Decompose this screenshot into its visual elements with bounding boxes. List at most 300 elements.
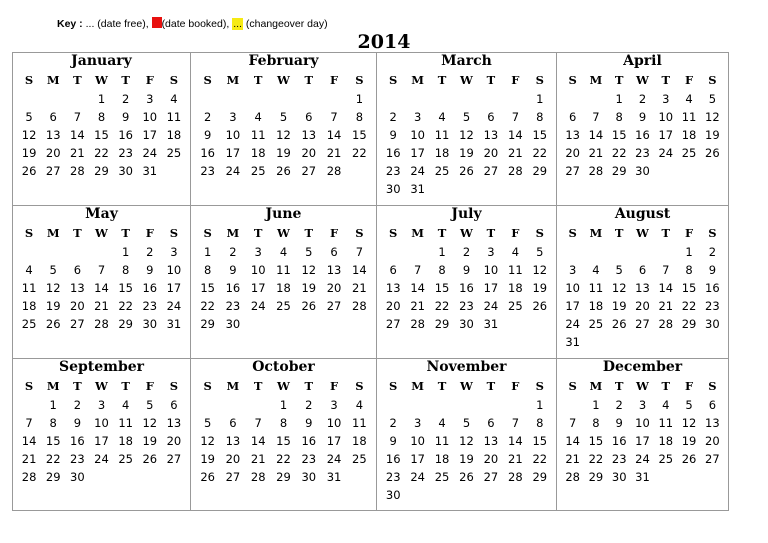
day-cell[interactable]: 23 bbox=[200, 164, 215, 178]
day-cell[interactable]: 7 bbox=[25, 416, 33, 430]
day-cell[interactable]: 29 bbox=[276, 470, 291, 484]
day-cell[interactable]: 7 bbox=[97, 263, 106, 277]
day-cell[interactable]: 19 bbox=[200, 452, 215, 466]
day-cell[interactable]: 16 bbox=[635, 128, 650, 142]
day-cell[interactable]: 12 bbox=[45, 281, 61, 295]
day-cell[interactable]: 14 bbox=[658, 281, 674, 295]
day-cell[interactable]: 19 bbox=[45, 299, 61, 313]
day-cell[interactable]: 3 bbox=[97, 398, 106, 412]
day-cell[interactable]: 2 bbox=[305, 398, 313, 412]
day-cell[interactable]: 10 bbox=[225, 128, 241, 142]
day-cell[interactable]: 7 bbox=[662, 263, 670, 277]
day-cell[interactable]: 22 bbox=[200, 299, 215, 313]
day-cell[interactable]: 27 bbox=[70, 317, 85, 331]
day-cell[interactable]: 2 bbox=[389, 416, 397, 430]
day-cell[interactable]: 29 bbox=[118, 317, 133, 331]
day-cell[interactable]: 15 bbox=[532, 128, 548, 142]
day-cell[interactable]: 2 bbox=[73, 398, 82, 412]
day-cell[interactable]: 3 bbox=[413, 110, 422, 124]
day-cell[interactable]: 26 bbox=[21, 164, 37, 178]
day-cell[interactable]: 9 bbox=[615, 416, 623, 430]
day-cell[interactable]: 18 bbox=[434, 452, 450, 466]
day-cell[interactable]: 22 bbox=[352, 146, 367, 160]
day-cell[interactable]: 30 bbox=[385, 182, 401, 196]
day-cell[interactable]: 13 bbox=[705, 416, 720, 430]
day-cell[interactable]: 7 bbox=[330, 110, 338, 124]
day-cell[interactable]: 5 bbox=[708, 92, 717, 106]
day-cell[interactable]: 25 bbox=[434, 164, 450, 178]
day-cell[interactable]: 27 bbox=[45, 164, 61, 178]
day-cell[interactable]: 8 bbox=[615, 110, 623, 124]
day-cell[interactable]: 18 bbox=[508, 281, 523, 295]
day-cell[interactable]: 11 bbox=[352, 416, 367, 430]
day-cell[interactable]: 23 bbox=[70, 452, 85, 466]
day-cell[interactable]: 21 bbox=[352, 281, 367, 295]
day-cell[interactable]: 23 bbox=[635, 146, 650, 160]
day-cell[interactable]: 12 bbox=[301, 263, 317, 277]
day-cell[interactable]: 25 bbox=[508, 299, 523, 313]
day-cell[interactable]: 23 bbox=[225, 299, 241, 313]
day-cell[interactable]: 8 bbox=[279, 416, 288, 430]
day-cell[interactable]: 5 bbox=[203, 416, 212, 430]
day-cell[interactable]: 14 bbox=[508, 434, 523, 448]
day-cell[interactable]: 17 bbox=[635, 434, 650, 448]
day-cell[interactable]: 8 bbox=[438, 263, 446, 277]
day-cell[interactable]: 4 bbox=[170, 92, 178, 106]
day-cell[interactable]: 10 bbox=[142, 110, 158, 124]
day-cell[interactable]: 5 bbox=[25, 110, 33, 124]
day-cell[interactable]: 10 bbox=[410, 434, 425, 448]
day-cell[interactable]: 11 bbox=[588, 281, 604, 295]
day-cell[interactable]: 14 bbox=[250, 434, 266, 448]
day-cell[interactable]: 23 bbox=[118, 146, 133, 160]
day-cell[interactable]: 6 bbox=[389, 263, 397, 277]
day-cell[interactable]: 1 bbox=[279, 398, 288, 412]
day-cell[interactable]: 5 bbox=[615, 263, 623, 277]
day-cell[interactable]: 15 bbox=[434, 281, 450, 295]
day-cell[interactable]: 6 bbox=[487, 110, 495, 124]
day-cell[interactable]: 8 bbox=[355, 110, 364, 124]
day-cell[interactable]: 10 bbox=[250, 263, 266, 277]
day-cell[interactable]: 26 bbox=[301, 299, 317, 313]
day-cell[interactable]: 16 bbox=[142, 281, 158, 295]
day-cell[interactable]: 4 bbox=[662, 398, 670, 412]
day-cell[interactable]: 16 bbox=[459, 281, 474, 295]
day-cell[interactable]: 10 bbox=[410, 128, 425, 142]
day-cell[interactable]: 20 bbox=[483, 452, 499, 466]
day-cell[interactable]: 21 bbox=[508, 452, 523, 466]
day-cell[interactable]: 27 bbox=[635, 317, 650, 331]
day-cell[interactable]: 29 bbox=[200, 317, 215, 331]
day-cell[interactable]: 22 bbox=[94, 146, 109, 160]
day-cell[interactable]: 11 bbox=[508, 263, 523, 277]
day-cell[interactable]: 30 bbox=[225, 317, 241, 331]
day-cell[interactable]: 22 bbox=[611, 146, 627, 160]
day-cell[interactable]: 17 bbox=[410, 452, 425, 466]
day-cell[interactable]: 21 bbox=[658, 299, 674, 313]
day-cell[interactable]: 10 bbox=[658, 110, 674, 124]
day-cell[interactable]: 30 bbox=[385, 488, 401, 502]
day-cell[interactable]: 31 bbox=[483, 317, 499, 331]
day-cell[interactable]: 1 bbox=[536, 92, 544, 106]
day-cell[interactable]: 30 bbox=[459, 317, 474, 331]
day-cell[interactable]: 26 bbox=[142, 452, 158, 466]
day-cell[interactable]: 1 bbox=[536, 398, 544, 412]
day-cell[interactable]: 26 bbox=[459, 164, 474, 178]
day-cell[interactable]: 26 bbox=[45, 317, 61, 331]
day-cell[interactable]: 17 bbox=[483, 281, 499, 295]
day-cell[interactable]: 24 bbox=[250, 299, 266, 313]
day-cell[interactable]: 18 bbox=[250, 146, 266, 160]
day-cell[interactable]: 7 bbox=[511, 110, 520, 124]
day-cell[interactable]: 1 bbox=[592, 398, 600, 412]
day-cell[interactable]: 8 bbox=[536, 416, 544, 430]
day-cell[interactable]: 10 bbox=[94, 416, 109, 430]
day-cell[interactable]: 20 bbox=[635, 299, 650, 313]
day-cell[interactable]: 7 bbox=[568, 416, 577, 430]
day-cell[interactable]: 7 bbox=[254, 416, 262, 430]
day-cell[interactable]: 3 bbox=[638, 398, 647, 412]
day-cell[interactable]: 9 bbox=[121, 110, 130, 124]
day-cell[interactable]: 25 bbox=[250, 164, 266, 178]
day-cell[interactable]: 29 bbox=[681, 317, 697, 331]
day-cell[interactable]: 19 bbox=[142, 434, 158, 448]
day-cell[interactable]: 11 bbox=[250, 128, 266, 142]
day-cell[interactable]: 2 bbox=[203, 110, 212, 124]
day-cell[interactable]: 6 bbox=[330, 245, 338, 259]
day-cell[interactable]: 3 bbox=[568, 263, 577, 277]
day-cell[interactable]: 13 bbox=[166, 416, 182, 430]
day-cell[interactable]: 17 bbox=[225, 146, 241, 160]
day-cell[interactable]: 31 bbox=[565, 335, 580, 349]
day-cell[interactable]: 29 bbox=[532, 164, 548, 178]
day-cell[interactable]: 27 bbox=[705, 452, 720, 466]
day-cell[interactable]: 31 bbox=[142, 164, 158, 178]
day-cell[interactable]: 18 bbox=[681, 128, 697, 142]
day-cell[interactable]: 4 bbox=[121, 398, 130, 412]
day-cell[interactable]: 8 bbox=[49, 416, 57, 430]
day-cell[interactable]: 14 bbox=[565, 434, 580, 448]
day-cell[interactable]: 22 bbox=[532, 452, 548, 466]
day-cell[interactable]: 29 bbox=[611, 164, 627, 178]
day-cell[interactable]: 9 bbox=[203, 128, 212, 142]
day-cell[interactable]: 19 bbox=[301, 281, 317, 295]
day-cell[interactable]: 9 bbox=[146, 263, 154, 277]
day-cell[interactable]: 11 bbox=[276, 263, 291, 277]
day-cell[interactable]: 15 bbox=[276, 434, 291, 448]
day-cell[interactable]: 23 bbox=[301, 452, 317, 466]
day-cell[interactable]: 22 bbox=[45, 452, 61, 466]
day-cell[interactable]: 12 bbox=[681, 416, 697, 430]
day-cell[interactable]: 16 bbox=[705, 281, 720, 295]
day-cell[interactable]: 16 bbox=[225, 281, 241, 295]
day-cell[interactable]: 28 bbox=[410, 317, 425, 331]
day-cell[interactable]: 13 bbox=[483, 128, 499, 142]
day-cell[interactable]: 13 bbox=[635, 281, 650, 295]
day-cell[interactable]: 11 bbox=[658, 416, 674, 430]
day-cell[interactable]: 21 bbox=[70, 146, 85, 160]
day-cell[interactable]: 22 bbox=[532, 146, 548, 160]
day-cell[interactable]: 21 bbox=[508, 146, 523, 160]
day-cell[interactable]: 7 bbox=[413, 263, 422, 277]
day-cell[interactable]: 25 bbox=[276, 299, 291, 313]
day-cell[interactable]: 29 bbox=[532, 470, 548, 484]
day-cell[interactable]: 16 bbox=[70, 434, 85, 448]
day-cell[interactable]: 28 bbox=[565, 470, 580, 484]
day-cell[interactable]: 12 bbox=[459, 128, 474, 142]
day-cell[interactable]: 6 bbox=[73, 263, 82, 277]
day-cell[interactable]: 23 bbox=[705, 299, 720, 313]
day-cell[interactable]: 22 bbox=[434, 299, 450, 313]
day-cell[interactable]: 14 bbox=[588, 128, 604, 142]
day-cell[interactable]: 27 bbox=[326, 299, 342, 313]
day-cell[interactable]: 24 bbox=[483, 299, 499, 313]
day-cell[interactable]: 1 bbox=[615, 92, 623, 106]
day-cell[interactable]: 24 bbox=[565, 317, 580, 331]
day-cell[interactable]: 28 bbox=[70, 164, 85, 178]
day-cell[interactable]: 11 bbox=[21, 281, 37, 295]
day-cell[interactable]: 9 bbox=[389, 434, 397, 448]
day-cell[interactable]: 17 bbox=[250, 281, 266, 295]
day-cell[interactable]: 15 bbox=[45, 434, 61, 448]
day-cell[interactable]: 20 bbox=[565, 146, 580, 160]
day-cell[interactable]: 17 bbox=[658, 128, 674, 142]
day-cell[interactable]: 1 bbox=[438, 245, 446, 259]
day-cell[interactable]: 6 bbox=[708, 398, 717, 412]
day-cell[interactable]: 12 bbox=[532, 263, 548, 277]
day-cell[interactable]: 2 bbox=[146, 245, 154, 259]
day-cell[interactable]: 23 bbox=[611, 452, 627, 466]
day-cell[interactable]: 28 bbox=[250, 470, 266, 484]
day-cell[interactable]: 27 bbox=[565, 164, 580, 178]
day-cell[interactable]: 13 bbox=[70, 281, 85, 295]
day-cell[interactable]: 9 bbox=[389, 128, 397, 142]
day-cell[interactable]: 20 bbox=[326, 281, 342, 295]
day-cell[interactable]: 21 bbox=[94, 299, 109, 313]
day-cell[interactable]: 1 bbox=[49, 398, 57, 412]
day-cell[interactable]: 29 bbox=[588, 470, 604, 484]
day-cell[interactable]: 2 bbox=[638, 92, 647, 106]
day-cell[interactable]: 15 bbox=[681, 281, 697, 295]
day-cell[interactable]: 2 bbox=[615, 398, 623, 412]
day-cell[interactable]: 29 bbox=[94, 164, 109, 178]
day-cell[interactable]: 27 bbox=[385, 317, 401, 331]
day-cell[interactable]: 26 bbox=[681, 452, 697, 466]
day-cell[interactable]: 11 bbox=[434, 128, 450, 142]
day-cell[interactable]: 16 bbox=[301, 434, 317, 448]
day-cell[interactable]: 21 bbox=[250, 452, 266, 466]
day-cell[interactable]: 8 bbox=[203, 263, 212, 277]
day-cell[interactable]: 19 bbox=[459, 452, 474, 466]
day-cell[interactable]: 19 bbox=[681, 434, 697, 448]
day-cell[interactable]: 7 bbox=[511, 416, 520, 430]
day-cell[interactable]: 23 bbox=[385, 470, 401, 484]
day-cell[interactable]: 24 bbox=[410, 164, 425, 178]
day-cell[interactable]: 6 bbox=[305, 110, 313, 124]
day-cell[interactable]: 28 bbox=[508, 164, 523, 178]
day-cell[interactable]: 2 bbox=[708, 245, 717, 259]
day-cell[interactable]: 3 bbox=[330, 398, 338, 412]
day-cell[interactable]: 24 bbox=[658, 146, 674, 160]
day-cell[interactable]: 16 bbox=[385, 146, 401, 160]
day-cell[interactable]: 21 bbox=[565, 452, 580, 466]
day-cell[interactable]: 20 bbox=[483, 146, 499, 160]
day-cell[interactable]: 24 bbox=[166, 299, 182, 313]
day-cell[interactable]: 18 bbox=[352, 434, 367, 448]
day-cell[interactable]: 20 bbox=[705, 434, 720, 448]
day-cell[interactable]: 4 bbox=[511, 245, 520, 259]
day-cell[interactable]: 19 bbox=[532, 281, 548, 295]
day-cell[interactable]: 17 bbox=[94, 434, 109, 448]
day-cell[interactable]: 21 bbox=[410, 299, 425, 313]
day-cell[interactable]: 7 bbox=[355, 245, 364, 259]
day-cell[interactable]: 28 bbox=[658, 317, 674, 331]
day-cell[interactable]: 15 bbox=[118, 281, 133, 295]
day-cell[interactable]: 30 bbox=[705, 317, 720, 331]
day-cell[interactable]: 2 bbox=[229, 245, 237, 259]
day-cell[interactable]: 29 bbox=[434, 317, 450, 331]
day-cell[interactable]: 31 bbox=[410, 182, 425, 196]
day-cell[interactable]: 21 bbox=[21, 452, 37, 466]
day-cell[interactable]: 26 bbox=[532, 299, 548, 313]
day-cell[interactable]: 30 bbox=[70, 470, 85, 484]
day-cell[interactable]: 13 bbox=[326, 263, 342, 277]
day-cell[interactable]: 20 bbox=[301, 146, 317, 160]
day-cell[interactable]: 18 bbox=[434, 146, 450, 160]
day-cell[interactable]: 2 bbox=[121, 92, 130, 106]
day-cell[interactable]: 25 bbox=[166, 146, 182, 160]
day-cell[interactable]: 30 bbox=[301, 470, 317, 484]
day-cell[interactable]: 18 bbox=[166, 128, 182, 142]
day-cell[interactable]: 3 bbox=[229, 110, 237, 124]
day-cell[interactable]: 23 bbox=[459, 299, 474, 313]
day-cell[interactable]: 12 bbox=[705, 110, 720, 124]
day-cell[interactable]: 13 bbox=[385, 281, 401, 295]
day-cell[interactable]: 13 bbox=[301, 128, 317, 142]
day-cell[interactable]: 11 bbox=[681, 110, 697, 124]
day-cell[interactable]: 8 bbox=[121, 263, 130, 277]
day-cell[interactable]: 19 bbox=[705, 128, 720, 142]
day-cell[interactable]: 20 bbox=[70, 299, 85, 313]
day-cell[interactable]: 5 bbox=[462, 416, 471, 430]
day-cell[interactable]: 28 bbox=[352, 299, 367, 313]
day-cell[interactable]: 4 bbox=[685, 92, 693, 106]
day-cell[interactable]: 1 bbox=[203, 245, 212, 259]
day-cell[interactable]: 25 bbox=[588, 317, 604, 331]
day-cell[interactable]: 22 bbox=[118, 299, 133, 313]
day-cell[interactable]: 21 bbox=[588, 146, 604, 160]
day-cell[interactable]: 31 bbox=[635, 470, 650, 484]
day-cell[interactable]: 24 bbox=[142, 146, 158, 160]
day-cell[interactable]: 13 bbox=[45, 128, 61, 142]
day-cell[interactable]: 9 bbox=[305, 416, 313, 430]
day-cell[interactable]: 7 bbox=[73, 110, 82, 124]
day-cell[interactable]: 8 bbox=[97, 110, 106, 124]
day-cell[interactable]: 25 bbox=[118, 452, 133, 466]
day-cell[interactable]: 24 bbox=[94, 452, 109, 466]
day-cell[interactable]: 2 bbox=[462, 245, 471, 259]
day-cell[interactable]: 23 bbox=[385, 164, 401, 178]
day-cell[interactable]: 6 bbox=[487, 416, 495, 430]
day-cell[interactable]: 30 bbox=[635, 164, 650, 178]
day-cell[interactable]: 17 bbox=[142, 128, 158, 142]
day-cell[interactable]: 23 bbox=[142, 299, 158, 313]
day-cell[interactable]: 26 bbox=[200, 470, 215, 484]
day-cell[interactable]: 5 bbox=[462, 110, 471, 124]
day-cell[interactable]: 30 bbox=[118, 164, 133, 178]
day-cell[interactable]: 12 bbox=[200, 434, 215, 448]
day-cell[interactable]: 7 bbox=[592, 110, 600, 124]
day-cell[interactable]: 17 bbox=[326, 434, 342, 448]
day-cell[interactable]: 6 bbox=[49, 110, 57, 124]
day-cell[interactable]: 27 bbox=[225, 470, 241, 484]
day-cell[interactable]: 24 bbox=[326, 452, 342, 466]
day-cell[interactable]: 6 bbox=[170, 398, 178, 412]
day-cell[interactable]: 4 bbox=[355, 398, 364, 412]
day-cell[interactable]: 28 bbox=[326, 164, 342, 178]
day-cell[interactable]: 11 bbox=[118, 416, 133, 430]
day-cell[interactable]: 25 bbox=[21, 317, 37, 331]
day-cell[interactable]: 28 bbox=[588, 164, 604, 178]
day-cell[interactable]: 25 bbox=[681, 146, 697, 160]
day-cell[interactable]: 5 bbox=[49, 263, 57, 277]
day-cell[interactable]: 10 bbox=[635, 416, 650, 430]
day-cell[interactable]: 31 bbox=[326, 470, 342, 484]
day-cell[interactable]: 26 bbox=[705, 146, 720, 160]
day-cell[interactable]: 30 bbox=[142, 317, 158, 331]
day-cell[interactable]: 18 bbox=[276, 281, 291, 295]
day-cell[interactable]: 18 bbox=[658, 434, 674, 448]
day-cell[interactable]: 6 bbox=[638, 263, 647, 277]
day-cell[interactable]: 22 bbox=[588, 452, 604, 466]
day-cell[interactable]: 10 bbox=[166, 263, 182, 277]
day-cell[interactable]: 31 bbox=[166, 317, 182, 331]
day-cell[interactable]: 18 bbox=[21, 299, 37, 313]
day-cell[interactable]: 9 bbox=[229, 263, 237, 277]
day-cell[interactable]: 16 bbox=[200, 146, 215, 160]
day-cell[interactable]: 9 bbox=[638, 110, 647, 124]
day-cell[interactable]: 3 bbox=[170, 245, 178, 259]
day-cell[interactable]: 15 bbox=[611, 128, 627, 142]
day-cell[interactable]: 5 bbox=[536, 245, 544, 259]
day-cell[interactable]: 12 bbox=[276, 128, 291, 142]
day-cell[interactable]: 9 bbox=[708, 263, 717, 277]
day-cell[interactable]: 28 bbox=[94, 317, 109, 331]
day-cell[interactable]: 4 bbox=[254, 110, 262, 124]
day-cell[interactable]: 15 bbox=[588, 434, 604, 448]
day-cell[interactable]: 16 bbox=[385, 452, 401, 466]
day-cell[interactable]: 13 bbox=[483, 434, 499, 448]
day-cell[interactable]: 14 bbox=[410, 281, 425, 295]
day-cell[interactable]: 25 bbox=[352, 452, 367, 466]
day-cell[interactable]: 24 bbox=[225, 164, 241, 178]
day-cell[interactable]: 20 bbox=[225, 452, 241, 466]
day-cell[interactable]: 14 bbox=[70, 128, 85, 142]
day-cell[interactable]: 9 bbox=[73, 416, 82, 430]
day-cell[interactable]: 8 bbox=[536, 110, 544, 124]
day-cell[interactable]: 27 bbox=[483, 470, 499, 484]
day-cell[interactable]: 8 bbox=[592, 416, 600, 430]
day-cell[interactable]: 20 bbox=[45, 146, 61, 160]
day-cell[interactable]: 17 bbox=[410, 146, 425, 160]
day-cell[interactable]: 1 bbox=[97, 92, 106, 106]
day-cell[interactable]: 17 bbox=[565, 299, 580, 313]
day-cell[interactable]: 17 bbox=[166, 281, 182, 295]
day-cell[interactable]: 5 bbox=[685, 398, 693, 412]
day-cell[interactable]: 30 bbox=[611, 470, 627, 484]
day-cell[interactable]: 26 bbox=[611, 317, 627, 331]
day-cell[interactable]: 1 bbox=[121, 245, 130, 259]
